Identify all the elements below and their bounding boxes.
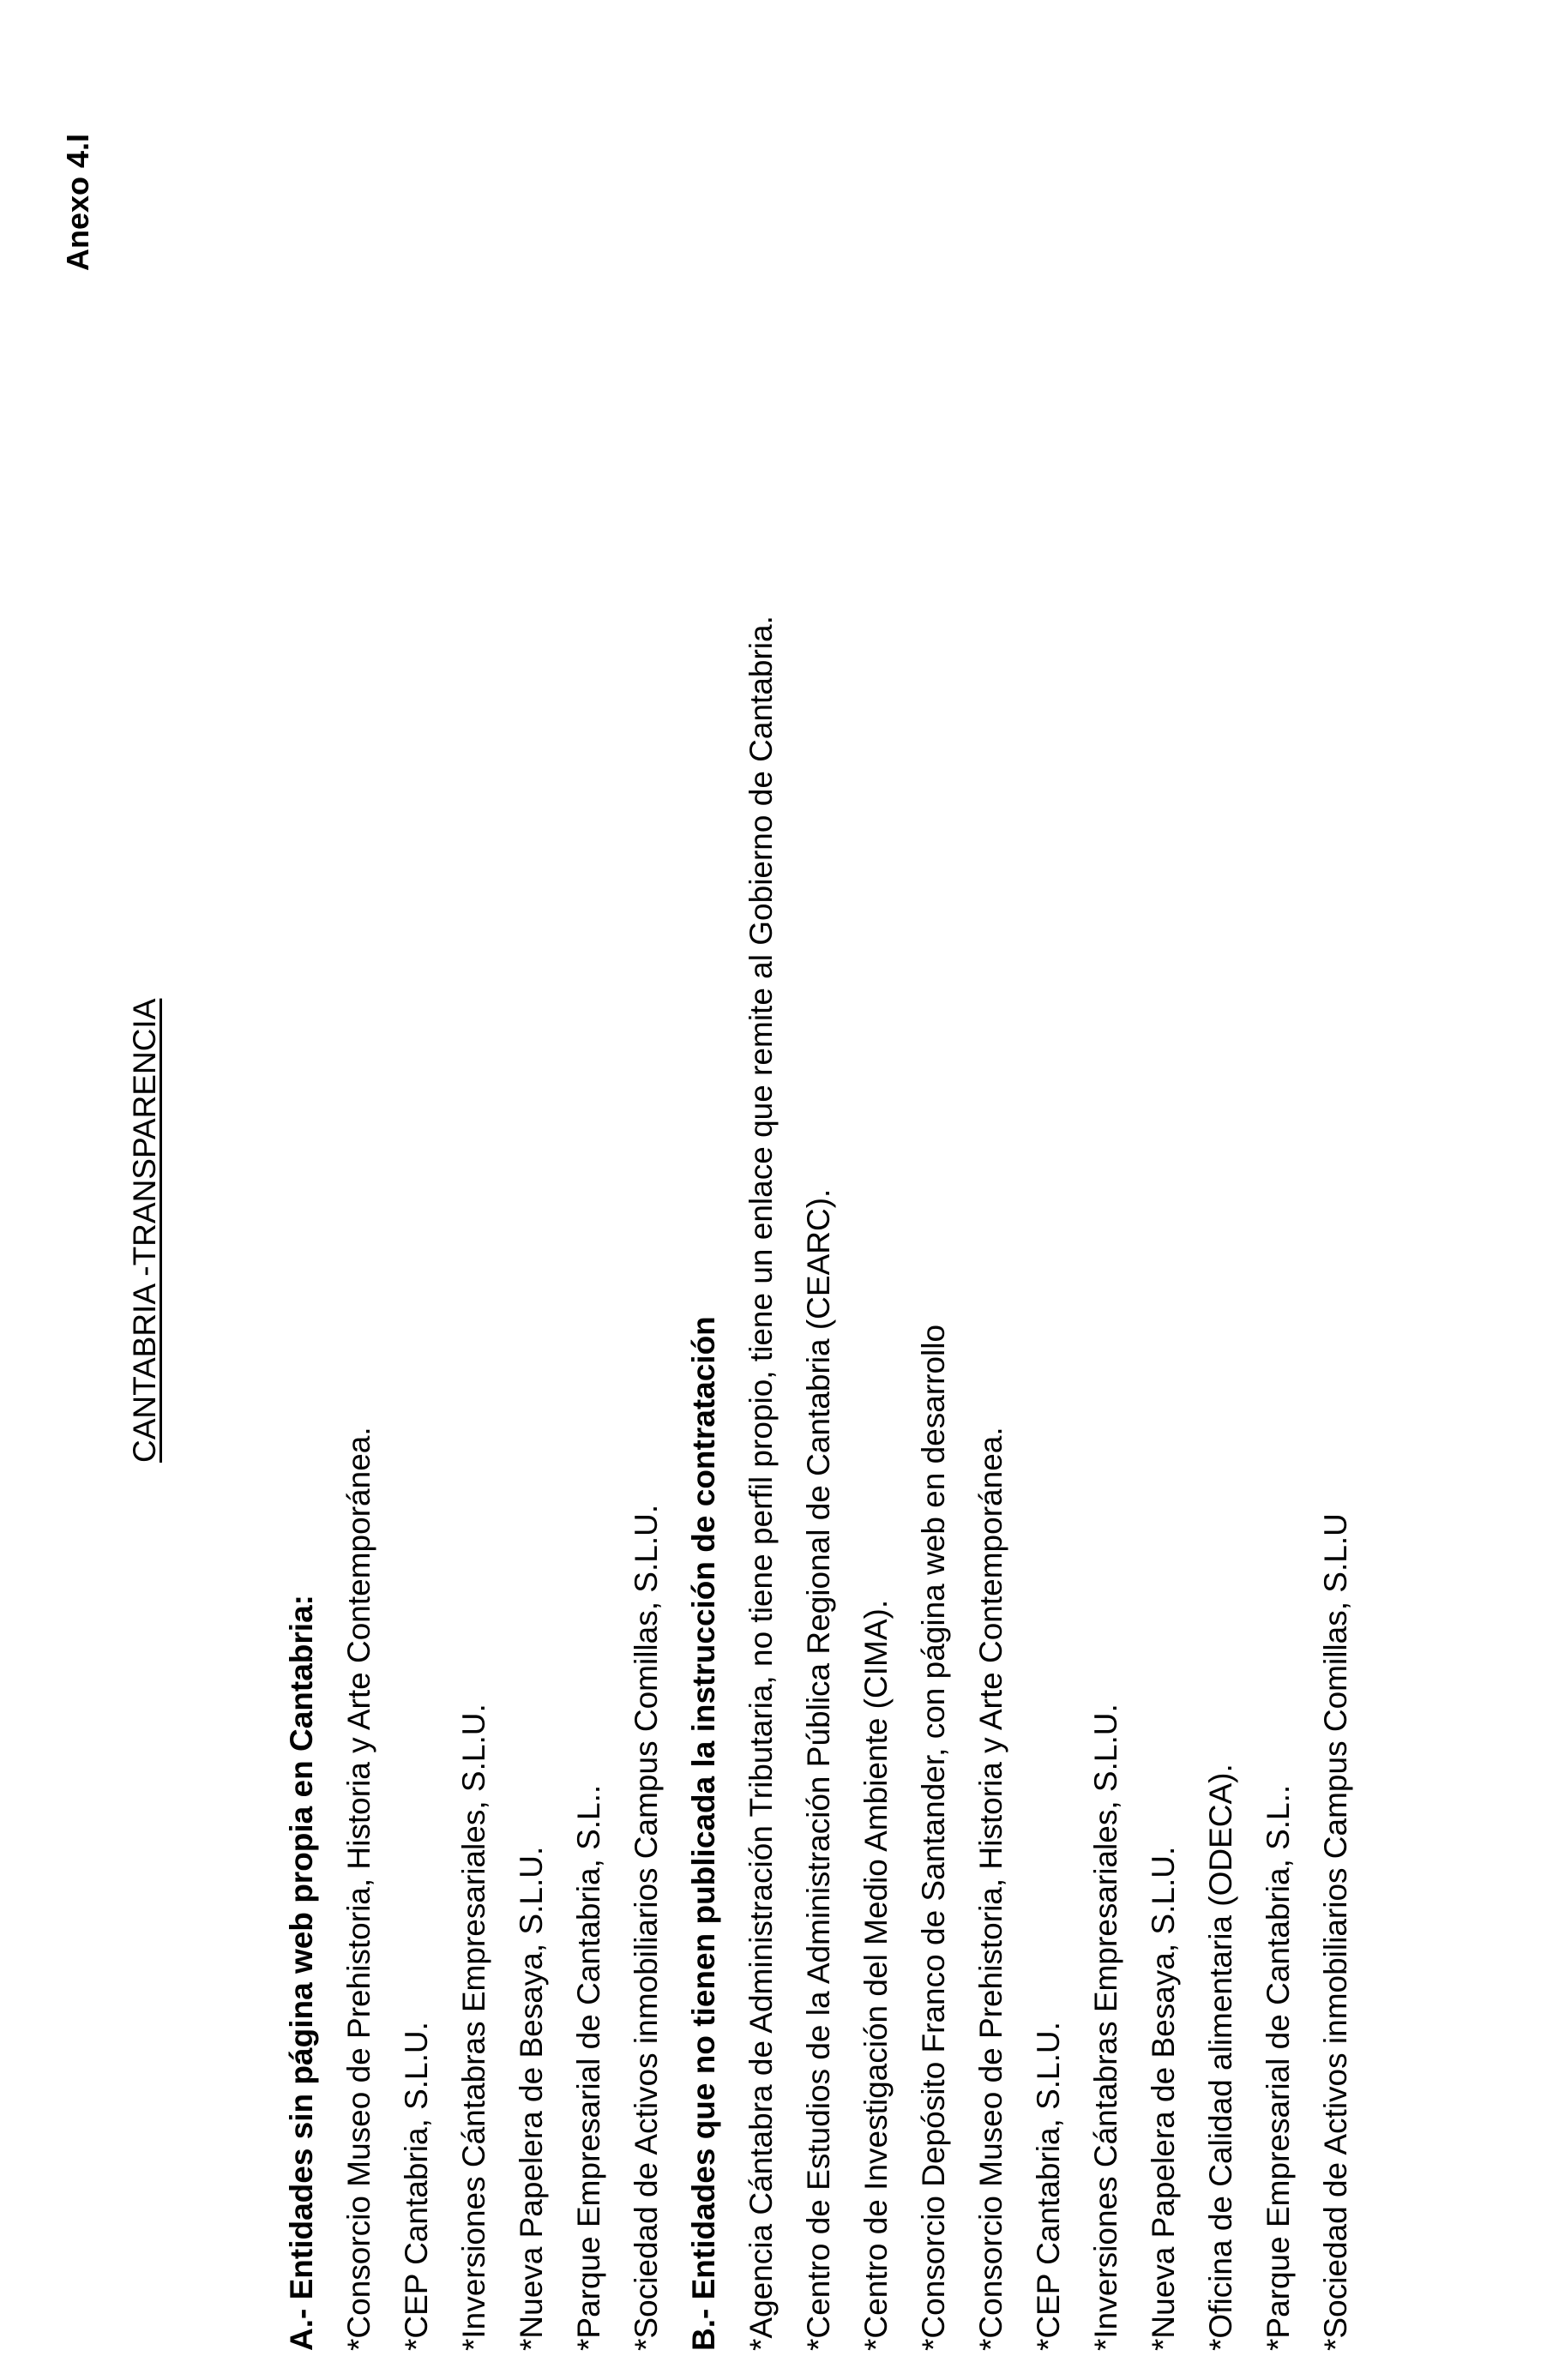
section-b-item: *Agencia Cántabra de Administración Tributaria, no tiene perfil propio, tiene un enlace que remite al Gobierno de Cantabria. xyxy=(743,616,779,2351)
annex-label: Anexo 4.I xyxy=(60,133,95,271)
section-b-heading: B.- Entidades que no tienen publicada la instrucción de contratación xyxy=(686,1316,721,2351)
section-a-item: *Nueva Papelera de Besaya, S.L.U. xyxy=(514,1846,549,2351)
section-a-item: *Sociedad de Activos inmobiliarios Campus Comillas, S.L.U. xyxy=(629,1504,664,2351)
section-b-item: *Centro de Estudios de la Administración Pública Regional de Cantabria (CEARC). xyxy=(801,1188,836,2351)
section-b-item: *CEP Cantabria, S.L.U. xyxy=(1031,2022,1066,2351)
document-body xyxy=(273,122,1364,2351)
section-a-item: *Inversiones Cántabras Empresariales, S.L.U. xyxy=(456,1704,491,2351)
section-b-item: *Consorcio Depósito Franco de Santander, con página web en desarrollo xyxy=(916,1324,951,2351)
section-b-item: *Sociedad de Activos inmobiliarios Campus Comillas, S.L.U xyxy=(1318,1513,1353,2351)
section-a-item: *Parque Empresarial de Cantabria, S.L.. xyxy=(571,1784,606,2351)
section-b-item: *Nueva Papelera de Besaya, S.L.U. xyxy=(1146,1846,1181,2351)
section-b-item: *Oficina de Calidad alimentaria (ODECA). xyxy=(1203,1764,1238,2351)
section-b-item: *Consorcio Museo de Prehistoria, Historia y Arte Contemporánea. xyxy=(973,1427,1008,2351)
document-title: CANTABRIA -TRANSPARENCIA xyxy=(127,998,162,1463)
section-a-item: *Consorcio Museo de Prehistoria, Historia y Arte Contemporánea. xyxy=(341,1427,376,2351)
section-b-item: *Centro de Investigación del Medio Ambiente (CIMA). xyxy=(858,1599,894,2351)
section-a-heading: A.- Entidades sin página web propia en Cantabria: xyxy=(284,1595,319,2351)
section-b-item: *Parque Empresarial de Cantabria, S.L.. xyxy=(1261,1784,1296,2351)
section-a-item: *CEP Cantabria, S.L.U. xyxy=(399,2022,434,2351)
section-b-item: *Inversiones Cántabras Empresariales, S.L.U. xyxy=(1088,1704,1123,2351)
